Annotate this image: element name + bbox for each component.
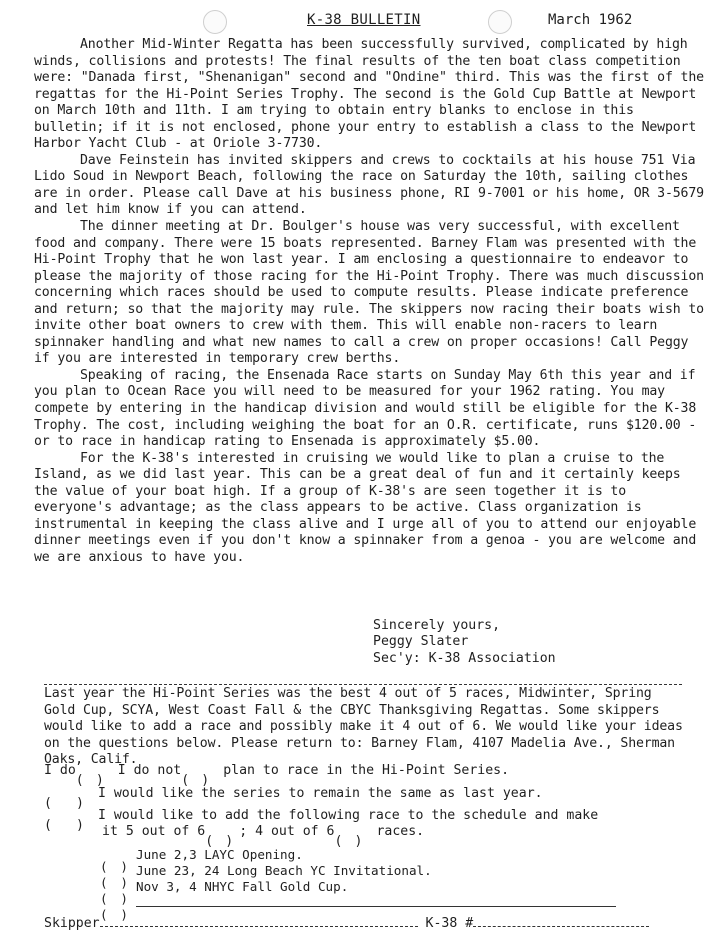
punch-hole-left (203, 10, 227, 34)
race-option-other (100, 895, 616, 911)
option-do-not-label: I do not (117, 763, 182, 778)
paragraph-cocktails: Dave Feinstein has invited skippers and crews to cocktails at his house 751 Via Lido Soud in Newport Beach, following the race on Saturday the 10th, sailing clothes are in order. Please call Dave at his business phone, RI 9-7001 or his home, OR 3-5679 and let him know if you can attend. (34, 152, 704, 218)
question-add-race-line1: I would like to add the following race to the schedule and make (97, 808, 599, 823)
question-add-race (44, 808, 598, 823)
survey-intro: Last year the Hi-Point Series was the best 4 out of 5 races, Midwinter, Spring Gold Cup, SCYA, West Coast Fall & the CBYC Thanksgiving Regattas. Some skippers would like to add a race and possibly make it 4 out of 6. We would like your ideas on the questions below. Please return to: Barney Flam, 4107 Madelia Ave., Sherman Oaks, Calif. (44, 686, 683, 768)
race-option (100, 863, 432, 879)
paragraph-dinner-meeting: The dinner meeting at Dr. Boulger's house was very successful, with excellent food and company. There were 15 boats represented. Barney Flam was presented with the Hi-Point Trophy that he won last year. I am enclosing a questionnaire to endeavor to please the majority of those racing for the Hi-Point Trophy. There was much discussion concerning which races should be used to compute results. Please indicate preference and return; so that the majority may rule. The skippers now racing their boats wish to invite other boat owners to crew with them. This will enable non-racers to learn spinnaker handling and what new names to call a crew on proper occasions! Call Peggy if you are interested in temporary crew berths. (34, 219, 704, 367)
race-option-label: Nov 3, 4 NHYC Fall Gold Cup. (136, 879, 349, 894)
paragraph-regatta: Another Mid-Winter Regatta has been successfully survived, complicated by high winds, collisions and protests! The final results of the ten boat class competition were: "Danada first, "Shenanigan" second and "Ondine" third. This was the first of the regattas for the Hi-Point Series Trophy. The second is the Gold Cup Battle at Newport on March 10th and 11th. I am trying to obtain entry blanks to enclose in this bulletin; if it is not enclosed, phone your entry to establish a class to the Newport Harbor Yacht Club - at Oriole 3-7730. (34, 37, 704, 152)
races-label: races. (376, 824, 425, 839)
paragraph-cruising: For the K-38's interested in cruising we would like to plan a cruise to the Island, as we did last year. This can be a great deal of fun and it certainly keeps the value of your boat high. If a group of K-38's are seen together it is to everyone's advantage; as the class appears to be active. Class organization is instrumental in keeping the class alive and I urge all of you to attend our enjoyable dinner meetings even if you don't know a spinnaker from a genoa - you are welcome and we are anxious to have you. (34, 450, 697, 565)
k38-number-label: K-38 # (425, 916, 474, 931)
closing-salutation: Sincerely yours, (373, 618, 501, 633)
question-add-race-options (102, 824, 424, 839)
signer-name: Peggy Slater (373, 634, 469, 650)
race-option-label: June 2,3 LAYC Opening. (136, 847, 303, 862)
signature-block (373, 618, 556, 667)
dashed-divider (44, 684, 682, 685)
skipper-field[interactable] (100, 914, 418, 927)
bulletin-title: K-38 BULLETIN (307, 12, 421, 28)
other-race-field[interactable] (136, 895, 616, 907)
skipper-label: Skipper (44, 916, 100, 931)
footer-fields (44, 914, 649, 931)
paragraph-ensenada: Speaking of racing, the Ensenada Race starts on Sunday May 6th this year and if you plan to Ocean Race you will need to be measured for your 1962 rating. You may compete by entering in the handicap division and would still be eligible for the K-38 Trophy. The cost, including weighing the boat for an O.R. certificate, runs $120.00 - or to race in handicap rating to Ensenada is approximately $5.00. (34, 367, 697, 450)
question-race-intent (44, 763, 509, 778)
k38-number-field[interactable] (473, 914, 649, 927)
race-option (100, 847, 303, 863)
race-option (100, 879, 348, 895)
race-option-label: June 23, 24 Long Beach YC Invitational. (136, 863, 432, 878)
letter-body (34, 37, 704, 567)
bulletin-date: March 1962 (548, 12, 633, 28)
punch-hole-right (488, 10, 512, 34)
question-keep-series (44, 786, 543, 801)
question-race-intent-text: plan to race in the Hi-Point Series. (223, 763, 510, 778)
four-of-six-label: ; 4 out of 6 (239, 824, 335, 839)
signer-title: Sec'y: K-38 Association (373, 650, 556, 666)
question-keep-series-text: I would like the series to remain the same as last year. (97, 786, 543, 801)
five-of-six-label: it 5 out of 6 (102, 824, 206, 839)
option-do-label: I do (44, 763, 76, 778)
